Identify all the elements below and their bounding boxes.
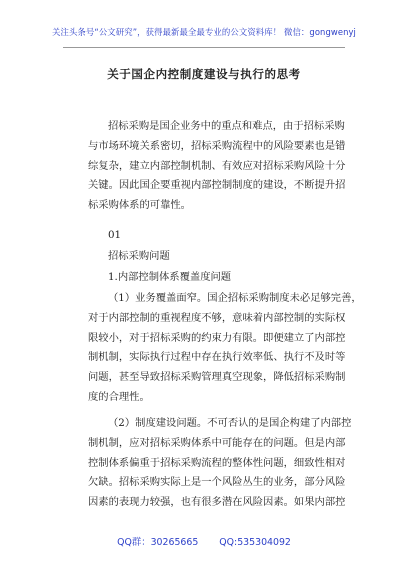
header-banner: 关注头条号“公文研究”，获得最新最全最专业的公文资料库！ 微信：gongwenyj: [52, 27, 356, 37]
paragraph-line: 招标采购是国企业务中的重点和难点，由于招标采购: [108, 120, 345, 132]
paragraph-line: 对于内部控制的重视程度不够，意味着内部控制的实际权: [88, 311, 346, 324]
paragraph-line: （2）制度建设问题。不可否认的是国企构建了内部控: [108, 417, 352, 429]
paragraph-line: 限较小，对于招标采购的约束力有限。即便建立了内部控: [88, 331, 346, 344]
paragraph-line: 制机制，应对招标采购体系中可能存在的问题。但是内部: [88, 436, 346, 449]
paragraph-line: 与市场环境关系密切，招标采购流程中的风险要素也是错: [88, 139, 346, 152]
paragraph-line: 因素的表现力较强，也有很多潜在风险因素。如果内部控: [88, 496, 346, 509]
paragraph-line: 控制体系偏重于招标采购流程的整体性问题，细致性相对: [88, 456, 346, 469]
footer-qq-group: QQ群：30265665: [117, 537, 199, 548]
subsection-title-block: [88, 268, 330, 288]
header-divider: [63, 47, 345, 48]
point-2-paragraph: [88, 414, 352, 513]
section-title: 招标采购问题: [108, 250, 170, 262]
paragraph-line: 制机制，实际执行过程中存在执行效率低、执行不及时等: [88, 351, 346, 364]
paragraph-line: 问题，甚至导致招标采购管理真空现象，降低招标采购制: [88, 371, 346, 384]
paragraph-line: 标采购体系的可靠性。: [88, 199, 191, 212]
paragraph-line: 度的合理性。: [88, 390, 150, 403]
intro-paragraph: [88, 117, 346, 216]
point-1-paragraph: [88, 289, 362, 408]
document-title: 关于国企内控制度建设与执行的思考: [107, 67, 301, 81]
section-number: 01: [108, 229, 122, 241]
footer-contact: [0, 534, 408, 548]
subsection-title: 1.内部控制体系覆盖度问题: [108, 271, 232, 283]
footer-qq-number: QQ:535304092: [219, 537, 291, 548]
paragraph-line: 关键。因此国企要重视内部控制制度的建设，不断提升招: [88, 179, 346, 192]
paragraph-line: 综复杂，建立内部控制机制、有效应对招标采购风险十分: [88, 159, 346, 172]
paragraph-line: （1）业务覆盖面窄。国企招标采购制度未必足够完善，: [108, 292, 362, 304]
section-number-block: [88, 226, 330, 246]
paragraph-line: 欠缺。招标采购实际上是一个风险丛生的业务，部分风险: [88, 476, 346, 489]
section-title-block: [88, 247, 330, 267]
